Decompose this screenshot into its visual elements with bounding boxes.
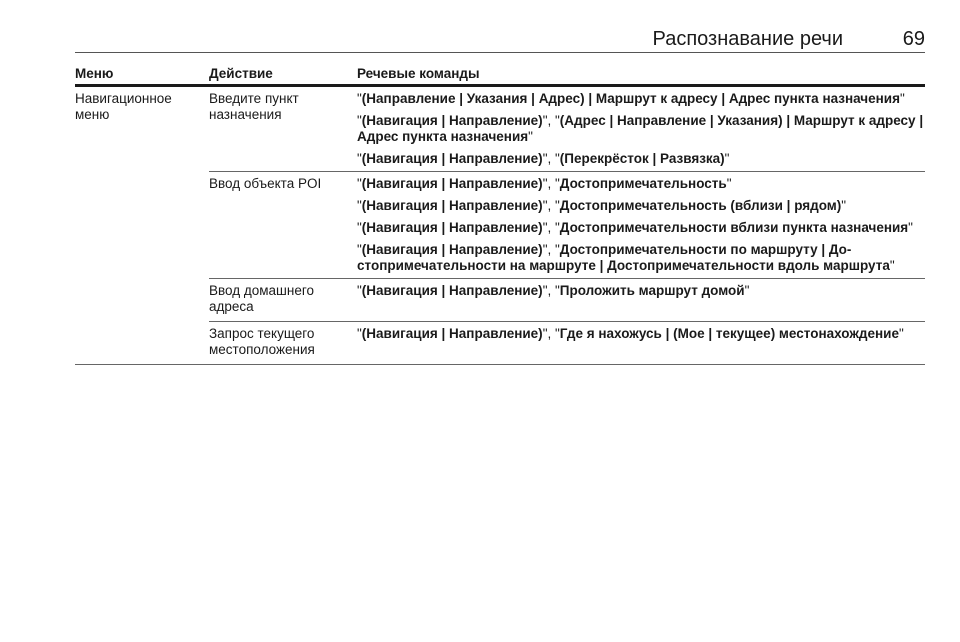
command-phrase: (Направление | Указания | Адрес) | Маршрут к адресу | Адрес пункта назначения [361,91,900,106]
command-phrase: Проложить маршрут домой [559,283,745,298]
action-row [209,321,925,364]
action-row [209,87,925,171]
command-phrase: (Навигация | Направление) [361,326,543,341]
action-cell: Запрос текущего местоположения [209,326,315,357]
column-header-action: Действие [209,66,273,81]
voice-command: "(Навигация | Направление)", "(Адрес | Направление | Указания) | Маршрут к адресу | Адрес пункта назначения" [357,113,924,144]
column-header-menu: Меню [75,66,114,81]
voice-command: "(Навигация | Направление)", "Достопримечательности по маршруту | До-стопримечательности на маршруте | Достопримечательности вдоль маршрута" [357,242,895,273]
command-phrase: Достопримечательность (вблизи | рядом) [559,198,842,213]
table-row [75,87,925,365]
table-header [75,64,925,87]
command-phrase: (Навигация | Направление) [361,242,543,257]
voice-command: "(Навигация | Направление)", "Проложить маршрут домой" [357,283,750,298]
menu-cell: Навигационное меню [75,91,172,122]
command-phrase: Достопримечательность [559,176,727,191]
page-header [75,26,925,53]
page-number: 69 [902,28,925,50]
voice-command: "(Навигация | Направление)", "Где я нахожусь | (Мое | текущее) местонахождение" [357,326,904,341]
command-phrase: (Навигация | Направление) [361,283,543,298]
voice-commands-table [75,64,925,365]
command-phrase: Достопримечательности по маршруту | До-стопримечательности на маршруте | Достопримечательности вдоль маршрута [357,242,890,273]
table-body [75,87,925,365]
commands-cell [357,279,925,321]
commands-cell [357,172,925,278]
action-group [209,87,925,364]
commands-cell [357,87,925,171]
command-phrase: (Адрес | Направление | Указания) | Маршрут к адресу | Адрес пункта назначения [357,113,924,144]
action-cell: Ввод объекта POI [209,176,322,191]
command-phrase: Где я нахожусь | (Мое | текущее) местонахождение [559,326,899,341]
command-phrase: (Перекрёсток | Развязка) [559,151,725,166]
column-header-commands: Речевые команды [357,66,480,81]
action-row [209,278,925,321]
command-phrase: (Навигация | Направление) [361,198,543,213]
voice-command: "(Навигация | Направление)", "(Перекрёсток | Развязка)" [357,151,730,166]
voice-command: "(Навигация | Направление)", "Достопримечательность" [357,176,732,191]
command-phrase: (Навигация | Направление) [361,220,543,235]
action-row [209,171,925,278]
command-phrase: (Навигация | Направление) [361,151,543,166]
action-cell: Введите пункт назначения [209,91,299,122]
commands-cell [357,322,925,364]
command-phrase: (Навигация | Направление) [361,113,543,128]
command-phrase: (Навигация | Направление) [361,176,543,191]
section-title: Распознавание речи [652,28,843,50]
voice-command: "(Навигация | Направление)", "Достопримечательность (вблизи | рядом)" [357,198,847,213]
command-phrase: Достопримечательности вблизи пункта назначения [559,220,909,235]
voice-command: "(Навигация | Направление)", "Достопримечательности вблизи пункта назначения" [357,220,913,235]
voice-command: "(Направление | Указания | Адрес) | Маршрут к адресу | Адрес пункта назначения" [357,91,905,106]
action-cell: Ввод домашнего адреса [209,283,314,314]
